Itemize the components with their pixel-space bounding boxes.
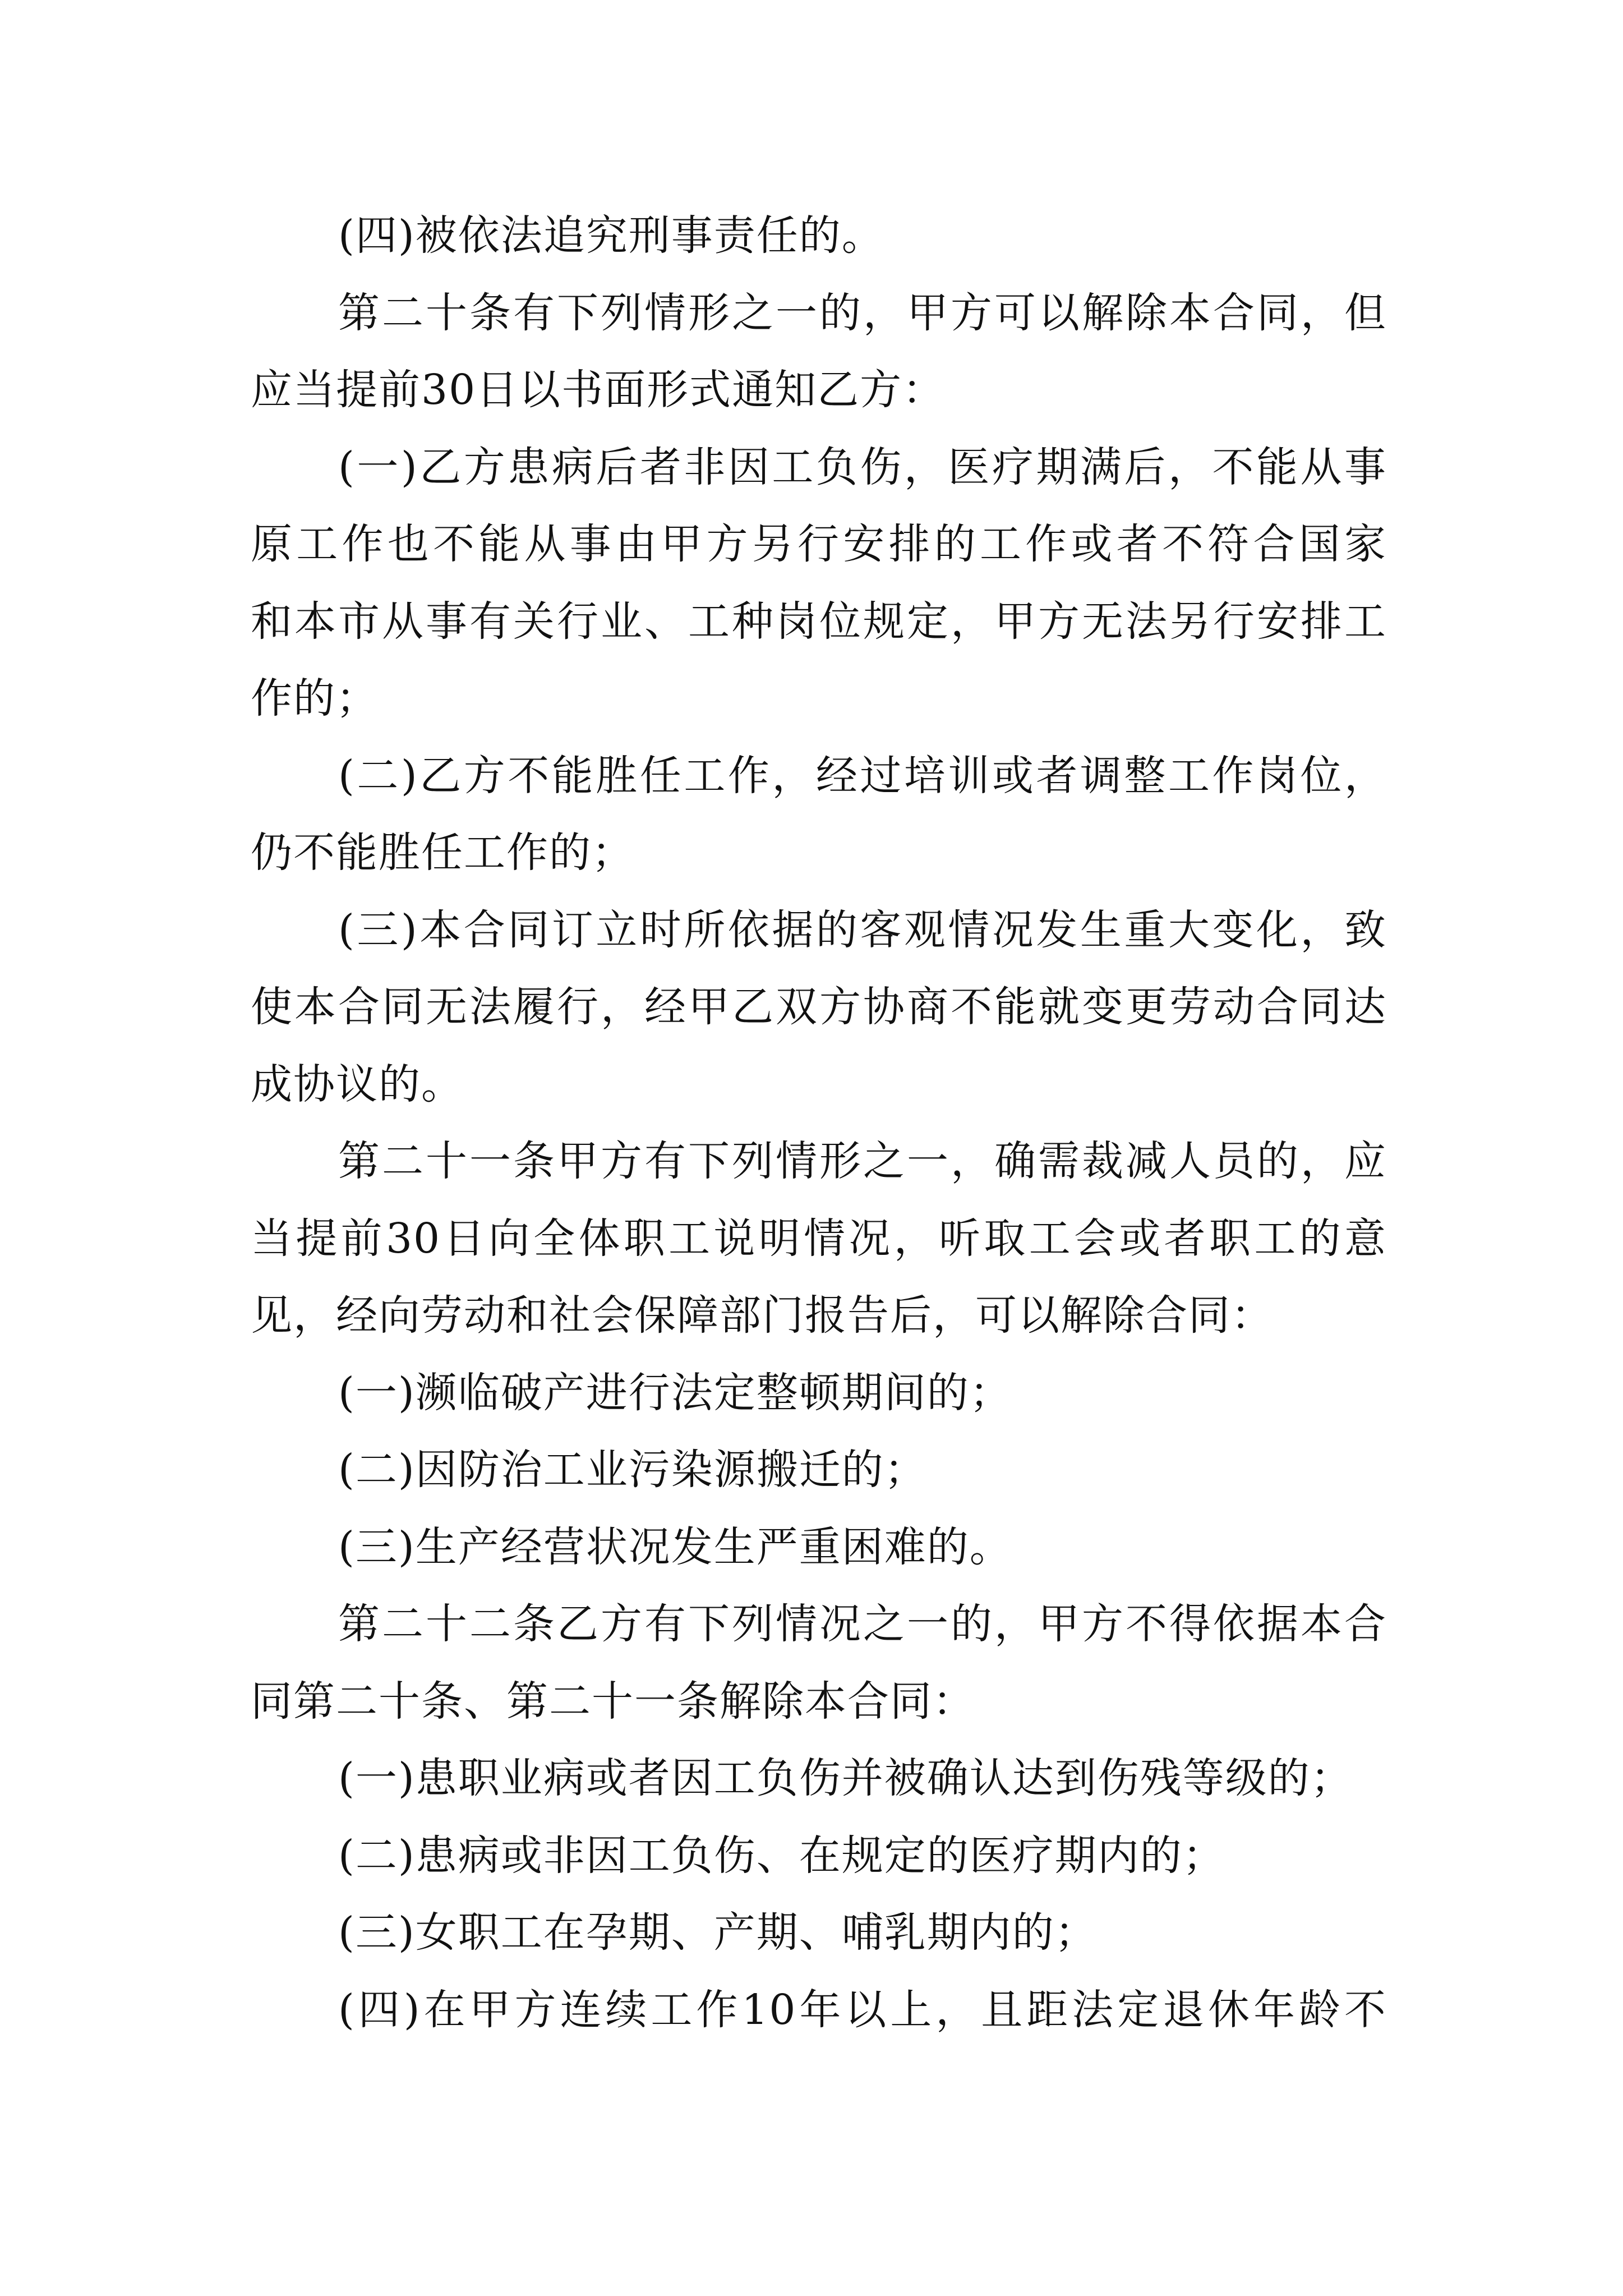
- text-line: (四)被依法追究刑事责任的。: [338, 211, 884, 260]
- text-line: 第二十二条乙方有下列情况之一的，甲方不得依据本合: [338, 1600, 1387, 1648]
- text-line: 使本合同无法履行，经甲乙双方协商不能就变更劳动合同达: [251, 983, 1387, 1031]
- text-line: 和本市从事有关行业、工种岗位规定，甲方无法另行安排工: [251, 597, 1387, 646]
- text-line: 仍不能胜任工作的；: [251, 829, 634, 877]
- paragraph: [251, 1432, 1387, 1509]
- text-line: (一)乙方患病后者非因工负伤，医疗期满后，不能从事: [338, 443, 1387, 491]
- text-line: 第二十条有下列情形之一的，甲方可以解除本合同，但: [338, 288, 1387, 337]
- text-line: 见，经向劳动和社会保障部门报告后，可以解除合同：: [251, 1291, 1274, 1340]
- text-line: 当提前30日向全体职工说明情况，听取工会或者职工的意: [251, 1214, 1387, 1263]
- text-line: (二)因防治工业污染源搬迁的；: [338, 1446, 927, 1494]
- text-line: 应当提前30日以书面形式通知乙方：: [251, 366, 946, 414]
- text-line: 第二十一条甲方有下列情形之一，确需裁减人员的，应: [338, 1137, 1387, 1185]
- paragraph: [251, 1894, 1387, 1972]
- text-line: (三)本合同订立时所依据的客观情况发生重大变化，致: [338, 905, 1387, 954]
- paragraph: [251, 1123, 1387, 1355]
- paragraph: [251, 1972, 1387, 2049]
- text-line: 同第二十条、第二十一条解除本合同：: [251, 1677, 975, 1726]
- paragraph: [251, 892, 1387, 1124]
- text-line: (三)生产经营状况发生严重困难的。: [338, 1522, 1012, 1571]
- text-line: (一)患职业病或者因工负伤并被确认达到伤残等级的；: [338, 1754, 1353, 1802]
- paragraph: [251, 1740, 1387, 1818]
- paragraph: [251, 738, 1387, 892]
- paragraph: [251, 1355, 1387, 1432]
- document-body: [251, 197, 1387, 2049]
- text-line: 成协议的。: [251, 1060, 464, 1108]
- text-line: (四)在甲方连续工作10年以上，且距法定退休年龄不: [338, 1985, 1387, 2034]
- text-line: (二)乙方不能胜任工作，经过培训或者调整工作岗位，: [338, 751, 1387, 800]
- paragraph: [251, 429, 1387, 738]
- text-line: (三)女职工在孕期、产期、哺乳期内的；: [338, 1908, 1098, 1957]
- text-line: (一)濒临破产进行法定整顿期间的；: [338, 1368, 1012, 1417]
- paragraph: [251, 1586, 1387, 1740]
- paragraph: [251, 1509, 1387, 1586]
- paragraph: [251, 275, 1387, 429]
- text-line: 作的；: [251, 674, 379, 723]
- text-line: (二)患病或非因工负伤、在规定的医疗期内的；: [338, 1831, 1225, 1880]
- paragraph: [251, 197, 1387, 275]
- paragraph: [251, 1818, 1387, 1895]
- text-line: 原工作也不能从事由甲方另行安排的工作或者不符合国家: [251, 520, 1387, 568]
